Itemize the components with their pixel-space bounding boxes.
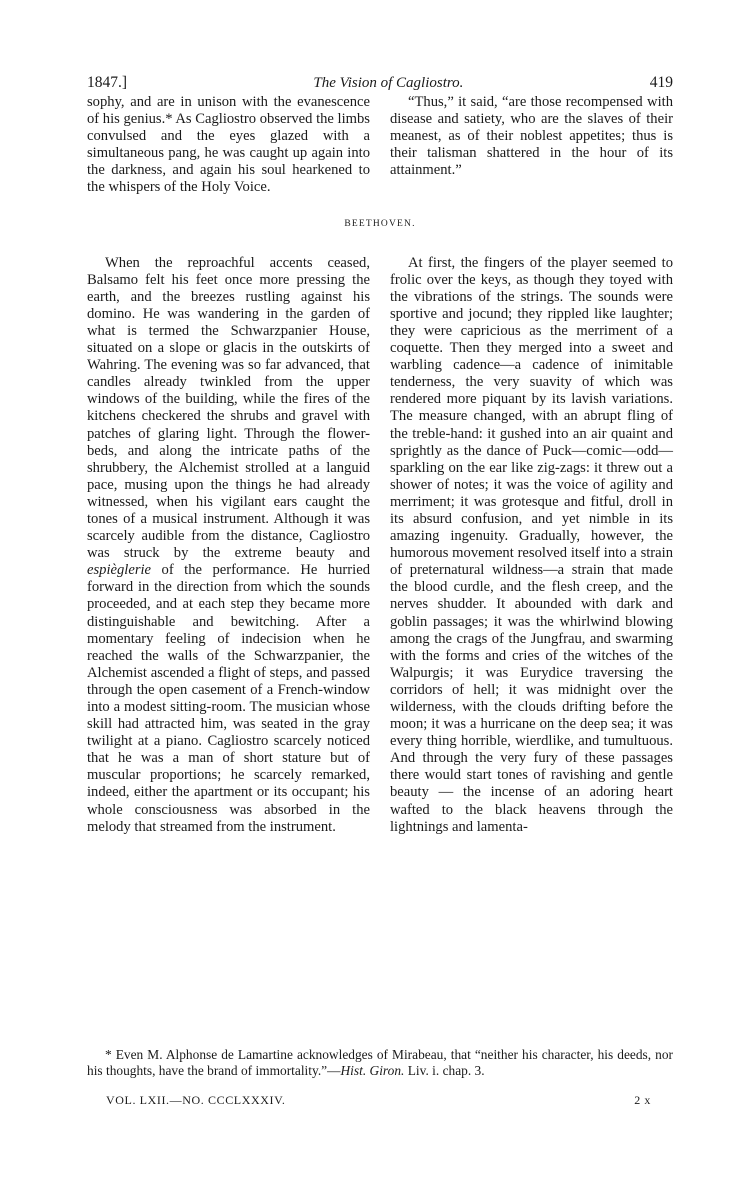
italic-term: espièglerie	[87, 562, 152, 579]
footnote	[87, 1047, 673, 1079]
paragraph	[87, 255, 370, 836]
running-header	[87, 74, 673, 94]
text-run: Liv. i. chap. 3.	[404, 1063, 485, 1078]
paragraph: sophy, and are in unison with the evanescence of his genius.* As Cagliostro observed the limbs convulsed and the eyes glazed with a simultaneous pang, he was caught up again into the darkness, and again his soul hearkened to the whispers of the Holy Voice.	[87, 94, 370, 196]
text-run: of the performance. He hurried forward in the direction from which the sounds proceeded, and at each step they became more distinguishable and bewitching. After a momentary feeling of indecision when he reached the walls of the Schwarzpanier, the Alchemist ascended a flight of steps, and passed through the open casement of a French-window into a modest sitting-room. The musician whose skill had attracted him, was seated in the gray twilight at a piano. Cagliostro scarcely noticed that he was a man of short stature but of muscular proportions; he scarcely remarked, indeed, either the apartment or its occupant; his whole consciousness was absorbed in the melody that streamed from the instrument.	[87, 562, 370, 835]
text-run: When the reproachful accents ceased, Balsamo felt his feet once more pressing the earth, and the breezes rustling against his domino. He was wandering in the garden of what is termed the Schwarzpanier House, situated on a slope or glacis in the outskirts of Wahring. The evening was so far advanced, that candles already twinkled from the upper windows of the building, while the fires of the kitchens checkered the shrubs and gravel with patches of glaring light. Through the flower-beds, and along the intricate paths of the shrubbery, the Alchemist strolled at a languid pace, musing upon the things he had already witnessed, when his vigilant ears caught the tones of a musical instrument. Although it was scarcely audible from the distance, Cagliostro was struck by the extreme beauty and	[87, 254, 370, 562]
paragraph: At first, the fingers of the player seemed to frolic over the keys, as though they toyed with the vibrations of the strings. The sounds were sportive and jocund; they rippled like laughter; they were capricious as the merriment of a coquette. Then they merged into a sweet and warbling cadence—a cadence of inimitable tenderness, the very suavity of which was rendered more piquant by its lavish variations. The measure changed, with an abrupt fling of the treble-hand: it gushed into an air quaint and sprightly as the dance of Puck—comic—odd—sparkling on the ear like zig-zags: it threw out a shower of notes; it was the voice of agility and merriment; it was grotesque and fitful, droll in its absurd confusion, and yet nimble in its amazing ingenuity. Gradually, however, the humorous movement resolved itself into a strain of preternatural wildness—a strain that made the blood curdle, and the flesh creep, and the nerves shudder. It abounded with dark and goblin passages; it was the whirlwind blowing among the crags of the Jungfrau, and swarming with the forms and cries of the witches of the Walpurgis; it was Eurydice traversing the corridors of hell; it was midnight over the wilderness, with the clouds drifting before the moon; it was a hurricane on the deep sea; it was every thing horrible, wierdlike, and tumultuous. And through the very fury of these passages there would start tones of ravishing and gentle beauty — the incense of an adoring heart wafted to the black heavens through the lightnings and lamenta-	[390, 254, 673, 835]
header-year: 1847.]	[87, 74, 128, 91]
top-right-column	[390, 94, 673, 197]
section-heading: BEETHOVEN.	[344, 218, 416, 229]
page-number: 419	[649, 74, 673, 91]
main-right-column	[390, 255, 673, 836]
top-left-column	[87, 94, 370, 197]
paragraph: “Thus,” it said, “are those recompensed with disease and satiety, who are the slaves of their meanest, as of their noblest appetites; thus is their talisman shattered in the hour of its attainment.”	[390, 94, 673, 179]
page-footer	[106, 1093, 651, 1108]
page	[87, 74, 673, 836]
volume-line: VOL. LXII.—NO. CCCLXXXIV.	[106, 1093, 286, 1107]
text-run: * Even M. Alphonse de Lamartine acknowledges of Mirabeau, that “neither his character, his deeds, nor his thoughts, have the brand of immortality.”—	[87, 1047, 673, 1078]
main-left-column	[87, 255, 370, 836]
footnote-text	[87, 1047, 673, 1079]
top-columns	[87, 94, 673, 197]
running-title: The Vision of Cagliostro.	[313, 75, 464, 91]
footnote-reference: Hist. Giron.	[340, 1063, 405, 1078]
signature-mark: 2 x	[634, 1093, 651, 1107]
main-columns	[87, 255, 673, 836]
